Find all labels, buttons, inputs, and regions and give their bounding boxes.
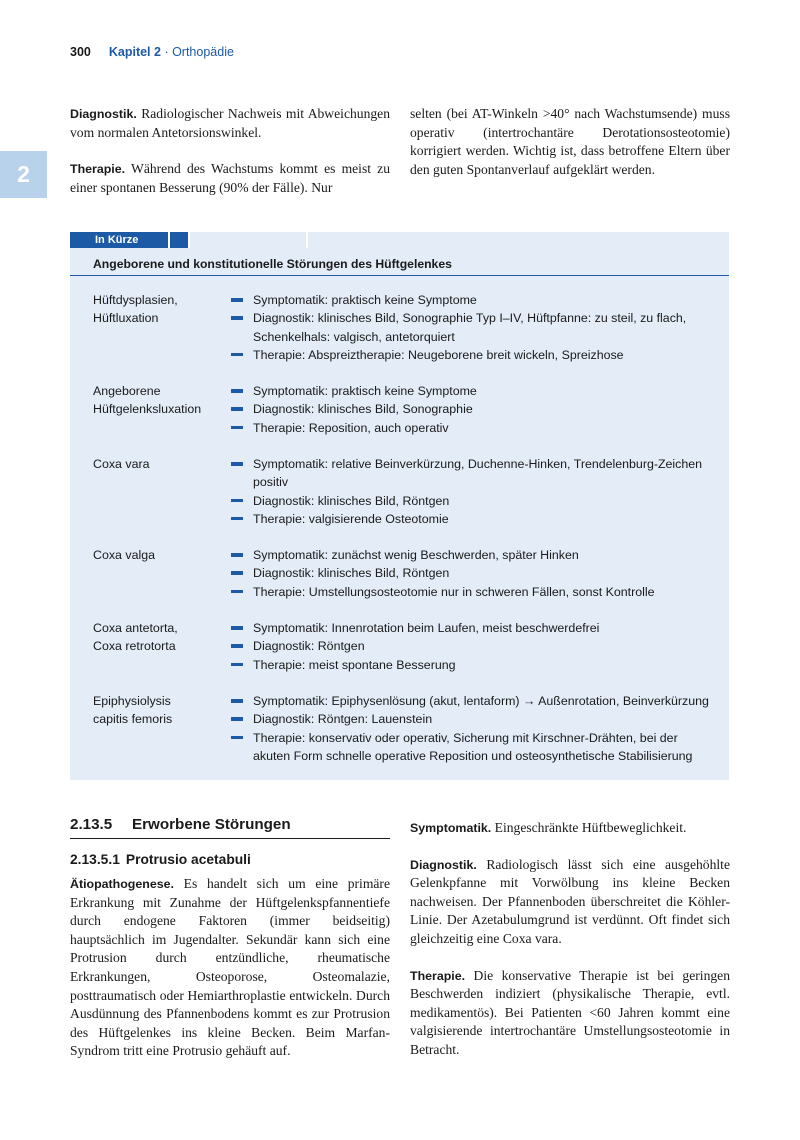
list-item-text: Therapie: Abspreiztherapie: Neugeborene breit wickeln, Spreizhose	[253, 347, 624, 362]
continued-paragraph: selten (bei AT-Winkeln >40° nach Wachstumsende) muss operativ (intertrochantäre Derotationsosteotomie) korrigiert werden. Wichtig ist, dass betroffene Eltern über den guten Spontanverlauf aufgeklärt werden.	[410, 106, 730, 177]
dash-bullet-icon	[231, 407, 243, 411]
list-item	[229, 309, 715, 346]
list-item-text: Diagnostik: klinisches Bild, Röntgen	[253, 493, 450, 508]
entry-list	[229, 382, 715, 437]
dash-bullet-icon	[231, 626, 243, 630]
list-item	[229, 564, 715, 582]
list-item-text: Symptomatik: praktisch keine Symptome	[253, 384, 477, 398]
dash-bullet-icon	[231, 499, 243, 503]
box-title: Angeborene und konstitutionelle Störungen des Hüftgelenkes	[70, 254, 729, 276]
subsection-heading	[70, 852, 251, 867]
entry-label-line: Hüftgelenksluxation	[93, 402, 202, 417]
entry-label-line: Coxa retrotorta	[93, 639, 176, 654]
entry-label	[93, 382, 223, 419]
subsection-number: 2.13.5.1	[70, 852, 120, 867]
dash-bullet-icon	[231, 517, 243, 521]
running-header	[70, 45, 234, 59]
list-item-text: Diagnostik: klinisches Bild, Sonographie	[253, 402, 473, 417]
list-item	[229, 619, 715, 637]
subsection-title: Protrusio acetabuli	[125, 852, 251, 867]
list-item	[229, 510, 715, 528]
list-item	[229, 546, 715, 564]
list-item	[229, 346, 715, 364]
box-tab-marker	[170, 232, 188, 248]
summary-box	[70, 230, 729, 780]
list-item	[229, 637, 715, 655]
paragraph-text: Die konservative Therapie ist bei geringen Beschwerden indiziert (physikalische Therapie, evtl. medikamentös). Bei Patienten <60 Jahren kommt eine valgisierende intertrochantäre Umstellungsosteotomie in Betracht.	[410, 967, 730, 1057]
section-title: Erworbene Störungen	[132, 816, 291, 833]
list-item-text: Symptomatik: Innenrotation beim Laufen, meist beschwerdefrei	[253, 621, 600, 635]
entry-label	[93, 692, 223, 729]
top-right-column	[410, 105, 730, 179]
entry-label	[93, 291, 223, 328]
therapie-paragraph	[70, 160, 390, 197]
dash-bullet-icon	[231, 426, 243, 430]
list-item-text: Therapie: meist spontane Besserung	[253, 657, 456, 672]
top-left-column	[70, 105, 390, 197]
list-item	[229, 656, 715, 674]
dash-bullet-icon	[231, 553, 243, 557]
chapter-separator: ·	[160, 45, 173, 59]
list-item-text: Diagnostik: klinisches Bild, Sonographie Typ I–IV, Hüftpfanne: zu steil, zu flach, Schenkelhals: valgisch, antetorquiert	[253, 311, 687, 344]
list-item-text: Symptomatik: praktisch keine Symptome	[253, 293, 477, 307]
list-item-text: Therapie: konservativ oder operativ, Sicherung mit Kirschner-Drähten, bei der akuten Form schnelle operative Reposition und osteosynthetische Stabilisierung	[253, 730, 693, 763]
chapter-label: Kapitel 2	[108, 45, 161, 59]
runin-heading: Symptomatik.	[410, 821, 492, 835]
entry-label-line: Coxa valga	[93, 548, 155, 562]
list-item	[229, 382, 715, 400]
dash-bullet-icon	[231, 389, 243, 393]
paragraph-text: Während des Wachstums kommt es meist zu einer spontanen Besserung (90% der Fälle). Nur	[70, 161, 390, 195]
runin-heading: Therapie.	[70, 162, 126, 177]
dash-bullet-icon	[231, 644, 243, 648]
dash-bullet-icon	[231, 353, 243, 357]
runin-heading: Ätiopathogenese.	[70, 877, 174, 891]
paragraph-text: Radiologischer Nachweis mit Abweichungen vom normalen Antetorsionswinkel.	[70, 106, 390, 140]
entry-label-line: Coxa antetorta,	[93, 621, 178, 635]
page-number: 300	[70, 45, 91, 59]
entry-label-line: Angeborene	[93, 384, 161, 398]
list-item-text: Symptomatik: zunächst wenig Beschwerden, später Hinken	[253, 548, 579, 562]
section-number: 2.13.5	[70, 816, 113, 833]
entry-label	[93, 546, 223, 564]
box-tab-divider	[306, 232, 308, 248]
dash-bullet-icon	[231, 462, 243, 466]
dash-bullet-icon	[231, 717, 243, 721]
section-heading	[70, 816, 390, 839]
list-item	[229, 400, 715, 418]
list-item	[229, 710, 715, 728]
bottom-left-column	[70, 875, 390, 1061]
list-item	[229, 419, 715, 437]
entry-list	[229, 619, 715, 674]
runin-heading: Diagnostik.	[70, 107, 137, 121]
entry-list	[229, 692, 715, 765]
dash-bullet-icon	[231, 663, 243, 667]
dash-bullet-icon	[231, 736, 243, 740]
entry-label	[93, 619, 223, 656]
list-item-text: Therapie: Umstellungsosteotomie nur in schweren Fällen, sonst Kontrolle	[253, 584, 655, 599]
list-item-text: Diagnostik: Röntgen: Lauenstein	[253, 712, 433, 727]
aetiopathogenese-paragraph	[70, 875, 390, 1061]
entry-label	[93, 455, 223, 473]
list-item	[229, 692, 715, 710]
entry-label-line: Hüftluxation	[93, 311, 159, 326]
list-item-text: Therapie: valgisierende Osteotomie	[253, 511, 449, 526]
entry-list	[229, 291, 715, 364]
paragraph-text: Radiologisch lässt sich eine ausgehöhlte Gelenkpfanne mit Vorwölbung ins kleine Becken nachweisen. Der Pfannenboden überschreitet die Köhler-Linie. Der Azetabulumgrund ist verdünnt. Oft findet sich gleichzeitig eine Coxa vara.	[410, 856, 730, 946]
paragraph-text: Es handelt sich um eine primäre Erkrankung mit Zunahme der Hüftgelenkspfannentiefe durch endogene Faktoren (immer beidseitig) hauptsächlich im Jugendalter. Sekundär kann sich eine Protrusion durch entzündliche, rheumatische Erkrankungen, Osteoporose, Osteomalazie, posttraumatisch oder Hemiarthroplastie entwickeln. Durch Ausdünnung des Pfannenbodens kommt es zur Protrusion des Hüftgelenkes ins kleine Becken. Beim Marfan-Syndrom tritt eine Protrusio gehäuft auf.	[70, 876, 390, 1059]
list-item	[229, 291, 715, 309]
chapter-name: Orthopädie	[172, 45, 234, 59]
entry-label-line: Hüftdysplasien,	[93, 293, 178, 307]
list-item	[229, 583, 715, 601]
entry-label-line: Epiphysiolysis	[93, 694, 171, 708]
dash-bullet-icon	[231, 298, 243, 302]
symptomatik-paragraph	[410, 819, 730, 838]
list-item-text: Therapie: Reposition, auch operativ	[253, 420, 449, 435]
paragraph-text: Eingeschränkte Hüftbeweglichkeit.	[491, 820, 687, 835]
dash-bullet-icon	[231, 316, 243, 320]
runin-heading: Diagnostik.	[410, 857, 477, 872]
list-item-text: Symptomatik: relative Beinverkürzung, Duchenne-Hinken, Trendelenburg-Zeichen positiv	[253, 457, 703, 490]
list-item-text: Diagnostik: Röntgen	[253, 639, 365, 654]
entry-label-line: Coxa vara	[93, 457, 150, 471]
diagnostik-paragraph	[70, 105, 390, 142]
list-item	[229, 455, 715, 492]
therapie-paragraph	[410, 967, 730, 1060]
entry-list	[229, 455, 715, 528]
box-tab-label: In Kürze	[70, 232, 168, 248]
box-tab-strip	[190, 232, 729, 248]
entry-list	[229, 546, 715, 601]
chapter-thumb-tab: 2	[0, 151, 47, 198]
bottom-right-column	[410, 819, 730, 1060]
entry-label-line: capitis femoris	[93, 712, 173, 727]
list-item-text: Diagnostik: klinisches Bild, Röntgen	[253, 566, 450, 581]
list-item-text: Symptomatik: Epiphysenlösung (akut, lentaform) → Außenrotation, Beinverkürzung	[253, 694, 709, 708]
diagnostik-paragraph	[410, 856, 730, 949]
dash-bullet-icon	[231, 571, 243, 575]
list-item	[229, 729, 715, 766]
runin-heading: Therapie.	[410, 968, 466, 983]
list-item	[229, 492, 715, 510]
dash-bullet-icon	[231, 590, 243, 594]
dash-bullet-icon	[231, 699, 243, 703]
